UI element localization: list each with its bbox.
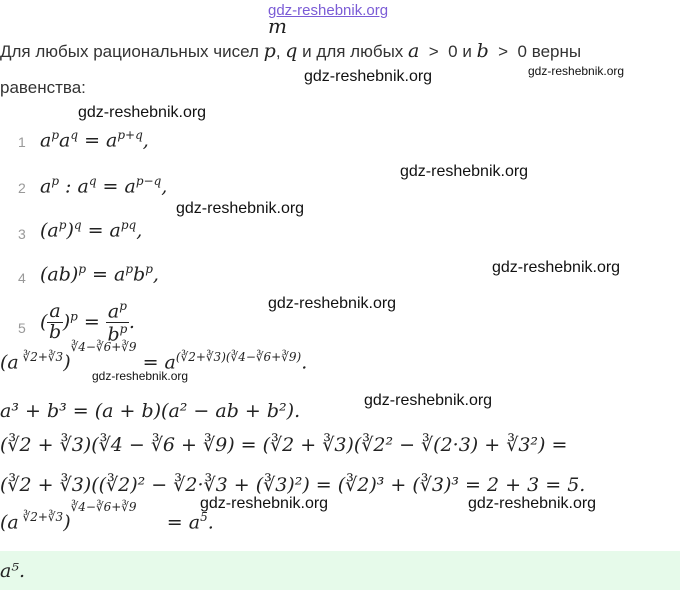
watermark-top[interactable]: gdz-reshebnik.org [268, 2, 389, 19]
solution-step-1: (a $^{∛2+∛3})^{∛4-∛6+∛9} = a^{(∛2+∛3)(∛4-∛6+∛9)}$. [0, 340, 308, 374]
property-formula-4: $(ab)^p = a^pb^p$, [40, 262, 159, 286]
watermark: gdz-reshebnik.org [304, 68, 433, 85]
intro-line-2: равенства: [0, 78, 86, 97]
property-formula-3: $(a^p)^q = a^{pq}$, [40, 218, 143, 242]
solution-step-2: a³ + b³ = (a + b)(a² − ab + b²). [0, 400, 301, 422]
property-formula-2: $a^p$ : $a^q = a^{p-q}$, [40, 174, 168, 198]
watermark: gdz-reshebnik.org [400, 163, 529, 180]
solution-step-5: (a $^{∛2+∛3}$)$^{∛4-∛6+∛9}$ = $a^5$. [0, 500, 214, 534]
property-number: 2 [18, 180, 26, 196]
answer-value: a⁵. [0, 560, 25, 582]
answer-panel [0, 551, 680, 590]
watermark: gdz-reshebnik.org [92, 369, 189, 383]
solution-step-4: (∛2 + ∛3)((∛2)² − ∛2·∛3 + (∛3)²) = (∛2)³ + (∛3)³ = 2 + 3 = 5. [0, 474, 586, 496]
watermark: gdz-reshebnik.org [78, 104, 207, 121]
watermark: gdz-reshebnik.org [492, 259, 621, 276]
property-number: 5 [18, 320, 26, 336]
property-number: 3 [18, 226, 26, 242]
property-formula-5: ( $\frac{a}{b}$ )$^p$ = $\frac{a^p}{b^p}$ . [40, 299, 135, 346]
solution-step-3: (∛2 + ∛3)(∛4 − ∛6 + ∛9) = (∛2 + ∛3)(∛2² − ∛(2·3) + ∛3²) = [0, 434, 568, 456]
watermark: gdz-reshebnik.org [468, 495, 597, 512]
property-formula-1: $a^pa^q = a^{p+q}$, [40, 128, 149, 152]
intro-line-1: Для любых рациональных чисел p, q и для любых a > 0 и b > 0 верны [0, 40, 582, 62]
clipped-variable-m: m [268, 14, 287, 38]
property-number: 1 [18, 134, 26, 150]
property-number: 4 [18, 270, 26, 286]
watermark: gdz-reshebnik.org [268, 295, 397, 312]
watermark: gdz-reshebnik.org [364, 392, 493, 409]
watermark: gdz-reshebnik.org [528, 64, 625, 78]
watermark: gdz-reshebnik.org [200, 495, 329, 512]
watermark: gdz-reshebnik.org [176, 200, 305, 217]
